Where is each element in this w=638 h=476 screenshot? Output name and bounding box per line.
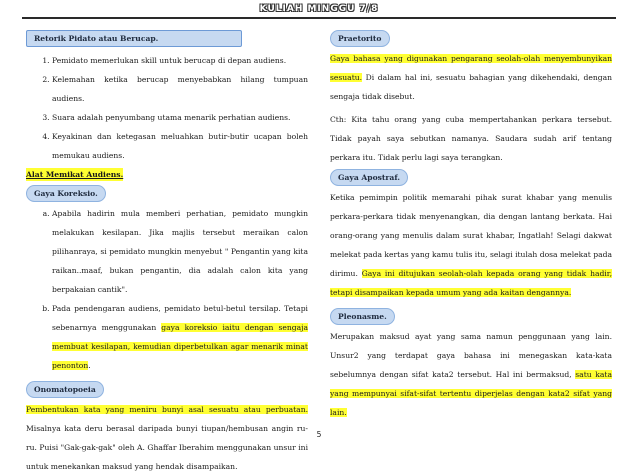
praetorito-example: Cth: Kita tahu orang yang cuba mempertahankan perkara tersebut. Tidak payah saya sebutkan namanya. Saudara sudah arif tentang perkara itu. Tidak perlu lagi saya terangkan. (330, 115, 612, 162)
alat-memikat-heading: Alat Memikat Audiens. (26, 170, 124, 179)
praetorito-paragraph (330, 49, 612, 106)
section-title-pleonasme: Pleonasme. (330, 308, 395, 325)
list-item (52, 299, 308, 375)
list-item: 4. Keyakinan dan ketegasan meluahkan butir-butir ucapan boleh memukau audiens. (52, 127, 308, 165)
praetorito-highlight: Gaya bahasa yang digunakan pengarang seolah-olah menyembunyikan sesuatu. (330, 54, 612, 82)
right-column (330, 28, 612, 422)
koreksio-b-highlight: gaya koreksio iaitu dengan sengaja membuat kesilapan, kemudian diperbetulkan agar menarik minat penonton (52, 323, 309, 370)
section-title-koreksio: Gaya Koreksio. (26, 185, 106, 202)
apostraf-highlight: Gaya ini ditujukan seolah-olah kepada orang yang tidak hadir, tetapi disampaikan kepada umum yang ada kaitan dengannya. (330, 269, 612, 297)
retorik-list (26, 51, 308, 165)
page-header (0, 0, 638, 22)
left-column (26, 28, 308, 476)
section-title-retorik: Retorik Pidato atau Berucap. (26, 30, 242, 47)
list-item: 2. Kelemahan ketika berucap menyebabkan hilang tumpuan audiens. (52, 70, 308, 108)
apostraf-paragraph (330, 188, 612, 302)
list-item: a. Apabila hadirin mula memberi perhatian, pemidato mungkin melakukan kesilapan. Jika majlis tersebut meraikan calon pilihanraya, si pemidato mungkin menyebut " Pengantin yang kita raikan..maaf, bukan pengantin, dia adalah calon kita yang berpakaian cantik". (52, 204, 308, 299)
header-title: KULIAH MINGGU 7/8 (259, 4, 379, 14)
section-title-apostraf: Gaya Apostraf. (330, 169, 408, 186)
onomatopoeia-highlight: Pembentukan kata yang meniru bunyi asal sesuatu atau perbuatan. (26, 405, 308, 414)
onomatopoeia-text: Misalnya kata deru berasal daripada bunyi tiupan/hembusan angin ru-ru. Puisi "Gak-gak-gak" oleh A. Ghaffar Iberahim menggunakan unsur ini untuk menekankan maksud yang hendak disampaikan. (26, 424, 308, 471)
koreksio-b-end: . (88, 361, 91, 370)
pleonasme-text: Merupakan maksud ayat yang sama namun penggunaan yang lain. Unsur2 yang terdapat gaya bahasa ini menegaskan kata-kata sebelumnya dengan sifat kata2 tersebut. Hal ini bermaksud, (330, 332, 612, 379)
list-item: 3. Suara adalah penyumbang utama menarik perhatian audiens. (52, 108, 308, 127)
koreksio-b-text: Pada pendengaran audiens, pemidato betul-betul tersilap. Tetapi sebenarnya menggunakan (52, 304, 308, 332)
header-rule (22, 17, 616, 19)
koreksio-list (26, 204, 308, 375)
pleonasme-paragraph (330, 327, 612, 422)
praetorito-text: Di dalam hal ini, sesuatu bahagian yang dikehendaki, dengan sengaja tidak disebut. (330, 73, 612, 101)
apostraf-text: Ketika pemimpin politik memarahi pihak surat khabar yang menulis perkara-perkara tidak menyenangkan, dia dengan lantang berkata. Hai orang-orang yang menulis dalam surat khabar, Ingatlah! Selagi dakwat melekat pada kertas yang kamu tulis itu, selagi itulah dosa melekat pada dirimu. (330, 193, 612, 278)
page-number: 5 (316, 430, 322, 439)
pleonasme-highlight: satu kata yang mempunyai sifat-sifat tertentu diperjelas dengan kata2 sifat yang lain. (330, 370, 612, 417)
list-item: 1. Pemidato memerlukan skill untuk berucap di depan audiens. (52, 51, 308, 70)
section-title-onomatopoeia: Onomatopoeia (26, 381, 104, 398)
section-title-praetorito: Praetorito (330, 30, 390, 47)
